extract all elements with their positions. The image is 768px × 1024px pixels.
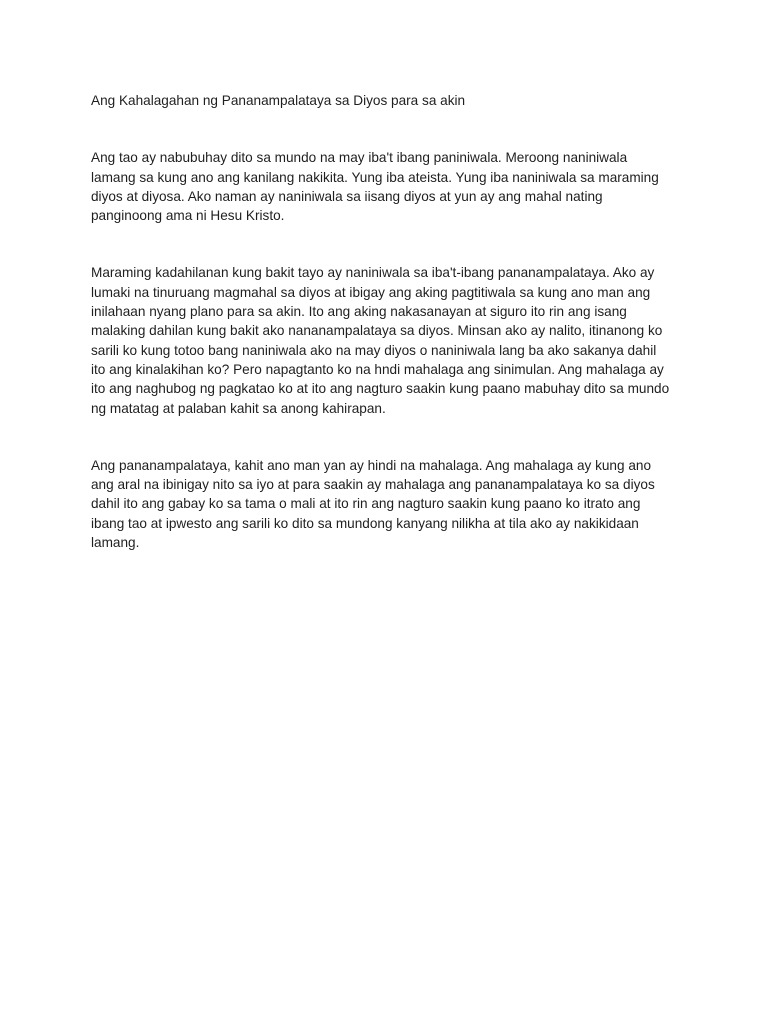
paragraph-line: sarili ko kung totoo bang naniniwala ako na may diyos o naniniwala lang ba ako sakanya dahil [91, 342, 657, 358]
paragraph-line: Ang tao ay nabubuhay dito sa mundo na may iba't ibang paniniwala. Meroong naniniwala [91, 150, 628, 166]
paragraph-line: panginoong ama ni Hesu Kristo. [91, 208, 285, 224]
paragraph-line: ang aral na ibinigay nito sa iyo at para saakin ay mahalaga ang pananampalataya ko sa diyos [91, 477, 655, 493]
paragraph-line: Ang pananampalataya, kahit ano man yan ay hindi na mahalaga. Ang mahalaga ay kung ano [91, 457, 652, 473]
paragraph-1 [91, 148, 691, 225]
document-title: Ang Kahalagahan ng Pananampalataya sa Diyos para sa akin [91, 93, 466, 108]
paragraph-line: diyos at diyosa. Ako naman ay naniniwala sa iisang diyos at yun ay ang mahal nating [91, 188, 603, 204]
paragraph-line: lamang sa kung ano ang kanilang nakikita. Yung iba ateista. Yung iba naniniwala sa maraming [91, 169, 659, 185]
paragraph-line: ng matatag at palaban kahit sa anong kahirapan. [91, 400, 386, 416]
paragraph-line: lamang. [91, 535, 140, 551]
paragraph-line: ito ang naghubog ng pagkatao ko at ito ang nagturo saakin kung paano mabuhay dito sa mundo [91, 381, 670, 397]
paragraph-line: ibang tao at ipwesto ang sarili ko dito sa mundong kanyang nilikha at tila ako ay nakikidaan [91, 515, 639, 531]
document-body [91, 91, 691, 590]
paragraph-line: dahil ito ang gabay ko sa tama o mali at ito rin ang nagturo saakin kung paano ko itrato ang [91, 496, 641, 512]
paragraph-line: lumaki na tinuruang magmahal sa diyos at ibigay ang aking pagtitiwala sa kung ano man ang [91, 284, 651, 300]
paragraph-3 [91, 456, 691, 552]
paragraph-line: Maraming kadahilanan kung bakit tayo ay naniniwala sa iba't-ibang pananampalataya. Ako ay [91, 265, 655, 281]
paragraph-line: inilahaan nyang plano para sa akin. Ito ang aking nakasanayan at siguro ito rin ang isang [91, 304, 627, 320]
paragraph-line: malaking dahilan kung bakit ako nananampalataya sa diyos. Minsan ako ay nalito, itinanong ko [91, 323, 663, 339]
paragraph-2 [91, 263, 691, 417]
paragraph-line: ito ang kinalakihan ko? Pero napagtanto ko na hndi mahalaga ang sinimulan. Ang mahalaga ay [91, 361, 664, 377]
